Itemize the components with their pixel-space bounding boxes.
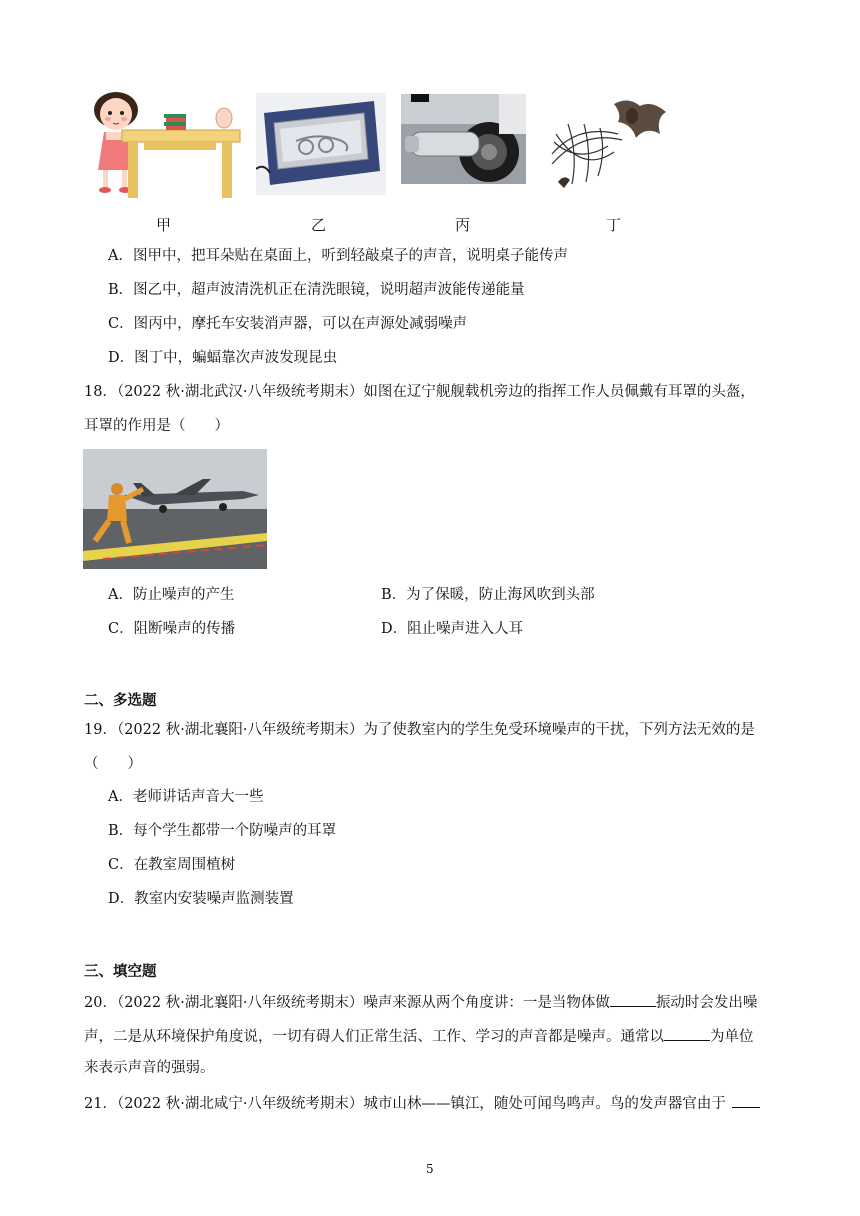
q19-stem-line1: 19．（2022 秋·湖北襄阳·八年级统考期末）为了使教室内的学生免受环境噪声的干扰，下列方法无效的是 — [84, 722, 755, 738]
q21-line1 — [84, 1092, 760, 1114]
section-title-multiple-choice: 二、多选题 — [84, 693, 157, 709]
q20-line1-text-a: 20．（2022 秋·湖北襄阳·八年级统考期末）噪声来源从两个角度讲：一是当物体做 — [84, 995, 610, 1011]
q20-line1-text-b: 振动时会发出噪 — [655, 995, 758, 1011]
q19-stem-line2: （ ） — [84, 756, 142, 772]
q21-line1-text: 21．（2022 秋·湖北咸宁·八年级统考期末）城市山林——镇江，随处可闻鸟鸣声。鸟的发声器官由于 — [84, 1096, 726, 1112]
q20-blank-2[interactable] — [664, 1025, 710, 1041]
figure-bing-motorcycle-muffler — [401, 94, 526, 184]
q20-line3: 来表示声音的强弱。 — [84, 1060, 215, 1076]
q20-line2-text-a: 声，二是从环境保护角度说，一切有碍人们正常生活、工作、学习的声音都是噪声。通常以 — [84, 1029, 664, 1045]
caption-bing: 丙 — [455, 216, 471, 234]
q17-option-d: D．图丁中，蝙蝠靠次声波发现昆虫 — [108, 350, 338, 366]
q19-option-b: B．每个学生都带一个防噪声的耳罩 — [108, 823, 337, 839]
q20-line2 — [84, 1025, 754, 1047]
q18-stem-line1: 18．（2022 秋·湖北武汉·八年级统考期末）如图在辽宁舰舰载机旁边的指挥工作人员佩戴有耳罩的头盔， — [84, 384, 755, 400]
q18-option-a: A．防止噪声的产生 — [108, 587, 235, 603]
q17-option-b: B．图乙中，超声波清洗机正在清洗眼镜，说明超声波能传递能量 — [108, 282, 525, 298]
q19-option-d: D．教室内安装噪声监测装置 — [108, 891, 294, 907]
caption-yi: 乙 — [311, 216, 327, 234]
q21-blank-1[interactable] — [732, 1092, 760, 1108]
q17-option-c: C．图丙中，摩托车安装消声器，可以在声源处减弱噪声 — [108, 316, 468, 332]
figure-yi-ultrasonic-cleaner — [256, 93, 386, 195]
caption-ding: 丁 — [606, 216, 622, 234]
q20-line1 — [84, 991, 757, 1013]
q20-line2-text-b: 为单位 — [710, 1029, 754, 1045]
q18-option-d: D．阻止噪声进入人耳 — [381, 621, 524, 637]
figure-aircraft-carrier-deck — [83, 449, 267, 569]
q18-option-b: B．为了保暖，防止海风吹到头部 — [381, 587, 595, 603]
q17-option-a: A．图甲中，把耳朵贴在桌面上，听到轻敲桌子的声音，说明桌子能传声 — [108, 248, 568, 264]
figure-jia-girl-table — [84, 88, 244, 200]
page-number: 5 — [426, 1162, 434, 1176]
section-title-fill-in: 三、填空题 — [84, 964, 157, 980]
q20-blank-1[interactable] — [610, 991, 656, 1007]
q18-stem-line2: 耳罩的作用是（ ） — [84, 418, 229, 434]
figure-ding-bat-waves — [548, 94, 674, 194]
q18-option-c: C．阻断噪声的传播 — [108, 621, 236, 637]
caption-jia: 甲 — [156, 216, 172, 234]
q19-option-a: A．老师讲话声音大一些 — [108, 789, 264, 805]
q19-option-c: C．在教室周围植树 — [108, 857, 236, 873]
